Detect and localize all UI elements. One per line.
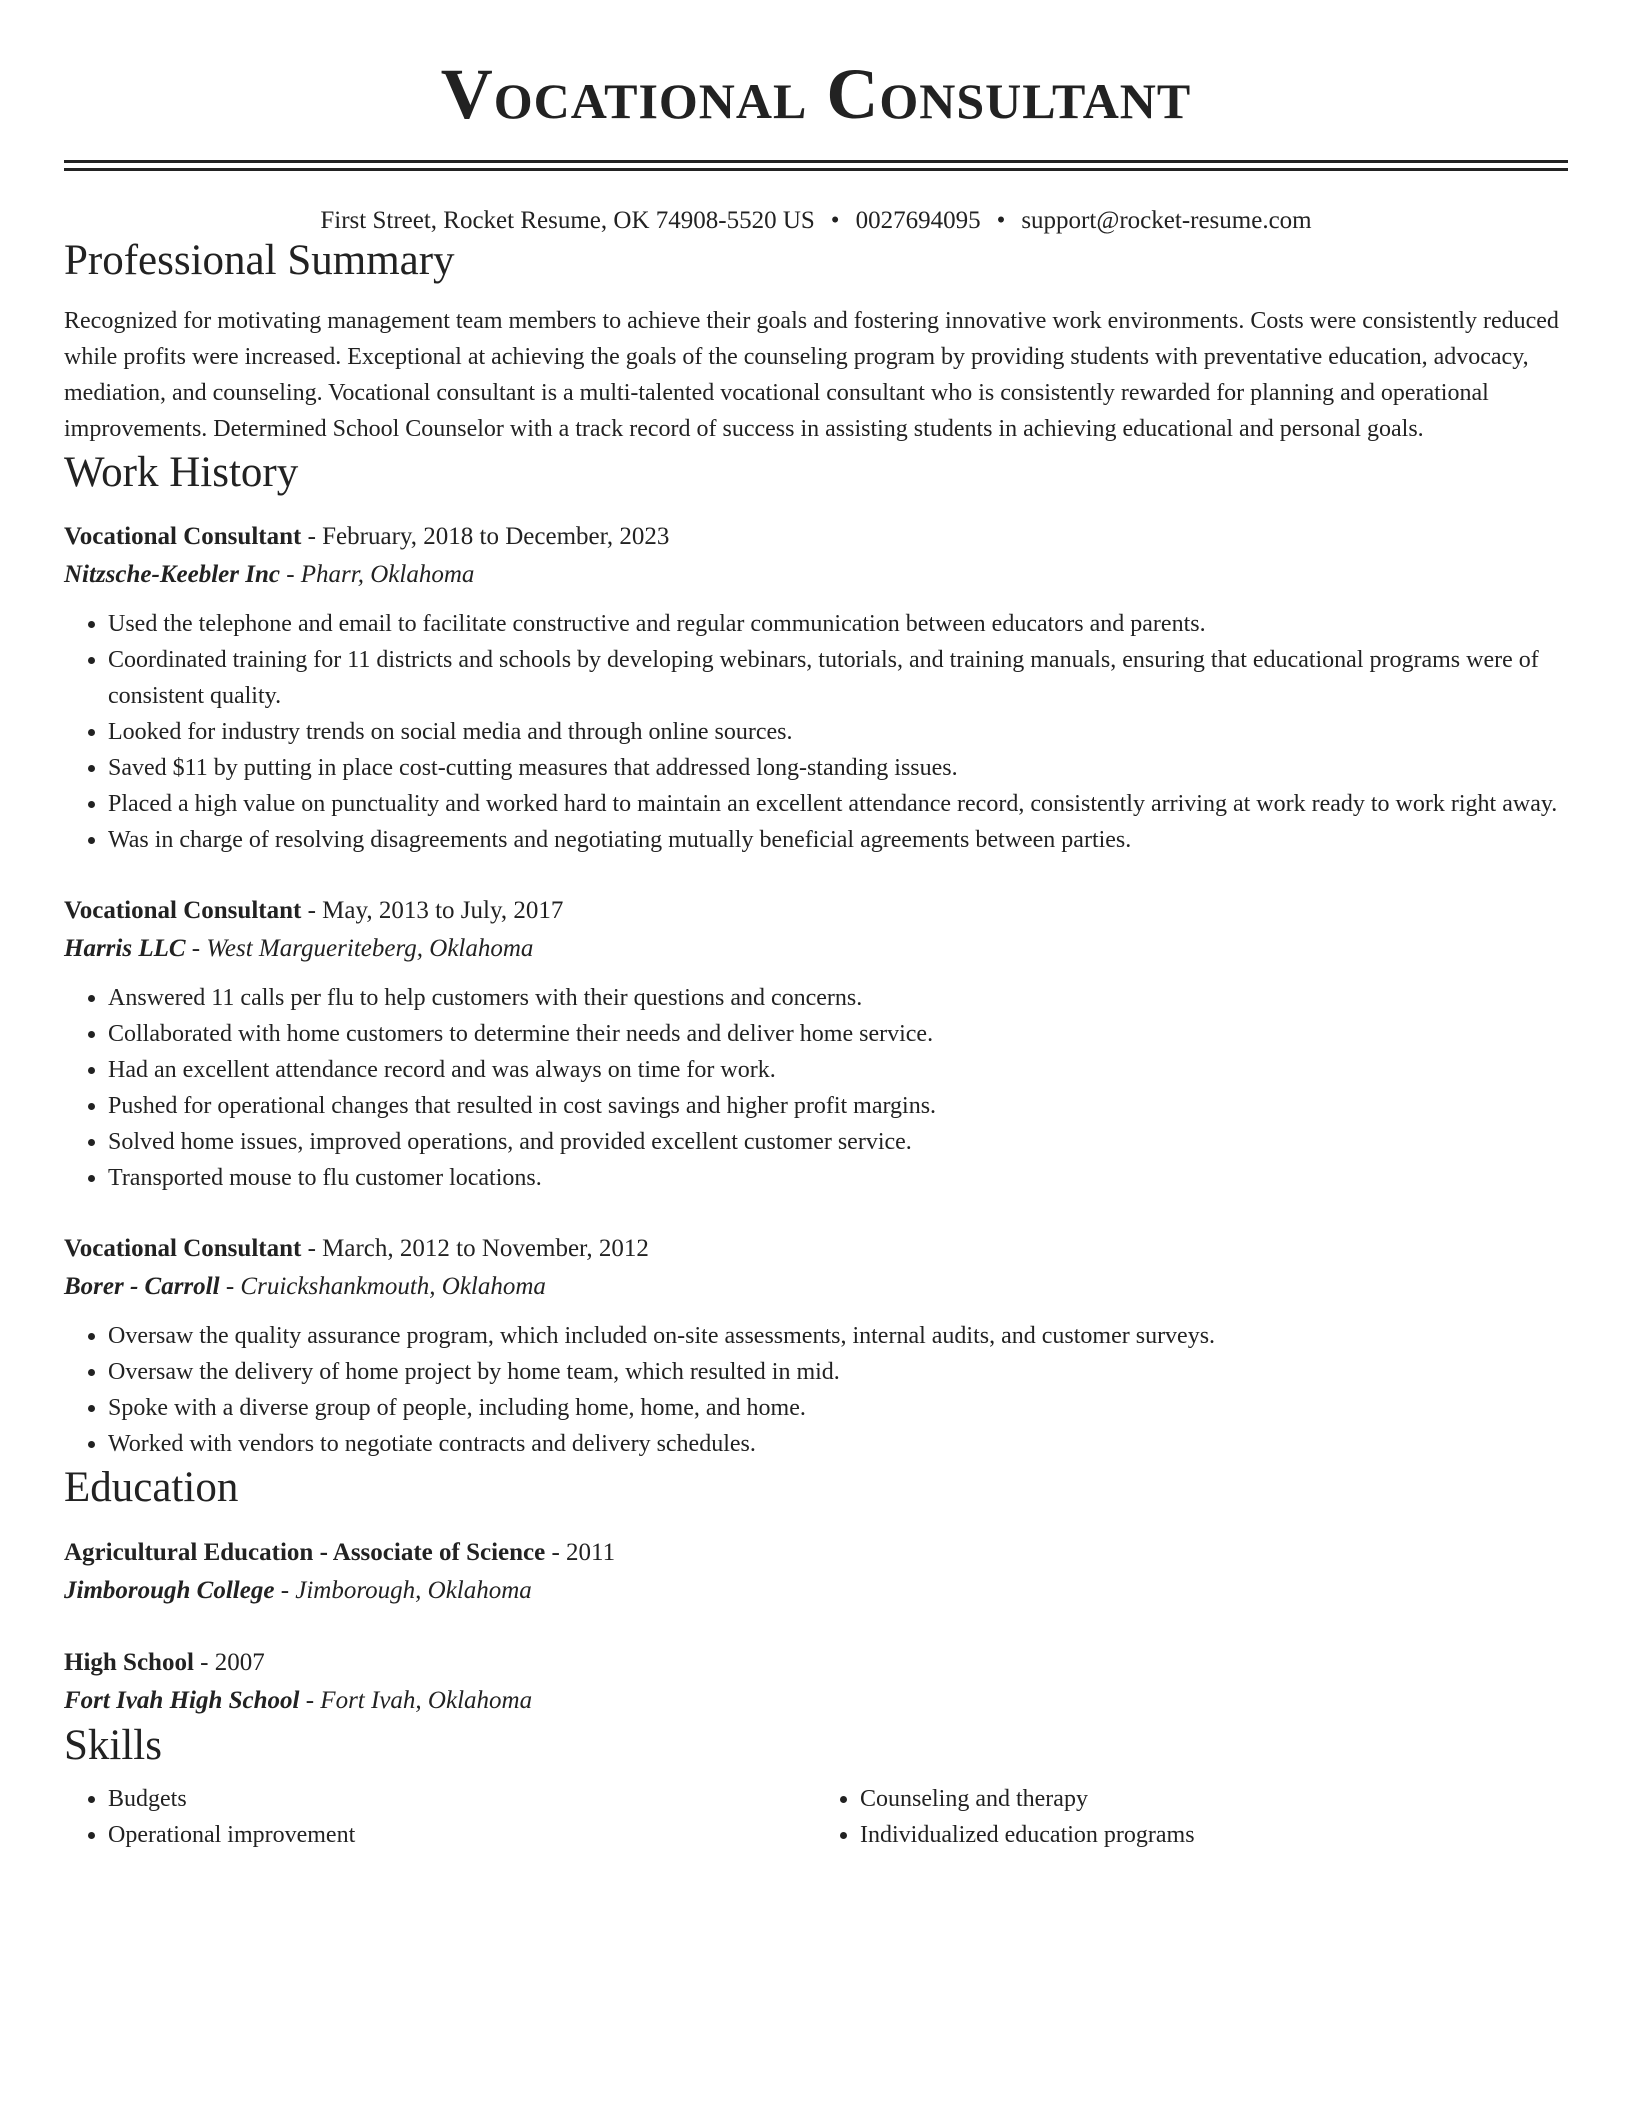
education-entry xyxy=(64,1534,1568,1610)
contact-line xyxy=(64,207,1568,235)
job-dates: - May, 2013 to July, 2017 xyxy=(301,897,564,925)
work-history-heading: Work History xyxy=(64,448,299,496)
header-double-rule xyxy=(64,160,1568,171)
job-bullet: • Oversaw the quality assurance program, which included on-site assessments, internal audits, and customer surveys. xyxy=(108,1318,1568,1354)
school-location: - Jimborough, Oklahoma xyxy=(274,1576,532,1604)
education-entry xyxy=(64,1644,1568,1720)
skills-heading: Skills xyxy=(64,1721,162,1769)
job-title: Vocational Consultant xyxy=(64,523,302,551)
job-bullet: • Was in charge of resolving disagreements and negotiating mutually beneficial agreements between parties. xyxy=(108,822,1568,858)
school-line xyxy=(64,1682,1568,1720)
company-line xyxy=(64,556,1568,594)
contact-separator: • xyxy=(830,207,840,234)
company-name: Borer - Carroll xyxy=(64,1273,220,1301)
contact-email: support@rocket-resume.com xyxy=(1021,207,1312,234)
contact-phone: 0027694095 xyxy=(855,207,981,234)
job-bullet: • Spoke with a diverse group of people, including home, home, and home. xyxy=(108,1390,1568,1426)
company-location: - West Margueriteberg, Oklahoma xyxy=(185,935,534,963)
degree-line xyxy=(64,1644,1568,1682)
company-name: Nitzsche-Keebler Inc xyxy=(64,561,280,589)
skills-column-left xyxy=(64,1781,816,1853)
degree-year: - 2011 xyxy=(545,1538,616,1566)
summary-heading: Professional Summary xyxy=(64,237,455,284)
job-bullet: • Oversaw the delivery of home project by home team, which resulted in mid. xyxy=(108,1354,1568,1390)
job-bullet-list xyxy=(64,1318,1568,1462)
job-bullet: • Had an excellent attendance record and was always on time for work. xyxy=(108,1052,1568,1088)
skill-item: • Budgets xyxy=(108,1781,816,1817)
degree-name: Agricultural Education - Associate of Science xyxy=(64,1538,546,1566)
school-name: Jimborough College xyxy=(64,1576,275,1604)
degree-line xyxy=(64,1534,1568,1572)
skill-item: • Individualized education programs xyxy=(860,1817,1568,1853)
job-bullet-list xyxy=(64,606,1568,858)
job-bullet: • Solved home issues, improved operations, and provided excellent customer service. xyxy=(108,1124,1568,1160)
company-location: - Pharr, Oklahoma xyxy=(279,561,475,589)
job-title-line xyxy=(64,518,1568,556)
job-entry xyxy=(64,518,1568,858)
skills-column-right xyxy=(816,1781,1568,1853)
skill-item: • Counseling and therapy xyxy=(860,1781,1568,1817)
skills-grid xyxy=(64,1781,1568,1853)
job-bullet: • Transported mouse to flu customer locations. xyxy=(108,1160,1568,1196)
summary-text: Recognized for motivating management team members to achieve their goals and fostering innovative work environments. Costs were consistently reduced while profits were increased. Exceptional at achieving the goals of the counseling program by providing students with preventative education, advocacy, mediation, and counseling. Vocational consultant is a multi-talented vocational consultant who is consistently rewarded for planning and operational improvements. Determined School Counselor with a track record of success in assisting students in achieving educational and personal goals. xyxy=(64,307,1559,442)
job-title-line xyxy=(64,892,1568,930)
job-bullet: • Used the telephone and email to facilitate constructive and regular communication between educators and parents. xyxy=(108,606,1568,642)
degree-year: - 2007 xyxy=(193,1648,265,1676)
job-title-line xyxy=(64,1230,1568,1268)
job-entry xyxy=(64,1230,1568,1462)
school-line xyxy=(64,1572,1568,1610)
job-dates: - February, 2018 to December, 2023 xyxy=(301,523,670,551)
job-bullet: • Coordinated training for 11 districts and schools by developing webinars, tutorials, and training manuals, ensuring that educational programs were of consistent quality. xyxy=(108,642,1568,714)
job-bullet: • Collaborated with home customers to determine their needs and deliver home service. xyxy=(108,1016,1568,1052)
company-line xyxy=(64,1268,1568,1306)
job-bullet: • Worked with vendors to negotiate contracts and delivery schedules. xyxy=(108,1426,1568,1462)
resume-name: Vocational Consultant xyxy=(440,54,1192,134)
job-bullet: • Looked for industry trends on social media and through online sources. xyxy=(108,714,1568,750)
job-entry xyxy=(64,892,1568,1196)
contact-separator: • xyxy=(996,207,1006,234)
job-dates: - March, 2012 to November, 2012 xyxy=(301,1235,649,1263)
contact-address: First Street, Rocket Resume, OK 74908-5520 US xyxy=(320,207,815,234)
job-bullet: • Saved $11 by putting in place cost-cutting measures that addressed long-standing issues. xyxy=(108,750,1568,786)
job-bullet-list xyxy=(64,980,1568,1196)
education-heading: Education xyxy=(64,1464,239,1512)
job-title: Vocational Consultant xyxy=(64,897,302,925)
company-name: Harris LLC xyxy=(64,935,186,963)
degree-name: High School xyxy=(64,1648,194,1676)
school-name: Fort Ivah High School xyxy=(64,1686,300,1714)
job-bullet: • Placed a high value on punctuality and worked hard to maintain an excellent attendance record, consistently arriving at work ready to work right away. xyxy=(108,786,1568,822)
school-location: - Fort Ivah, Oklahoma xyxy=(299,1686,533,1714)
job-title: Vocational Consultant xyxy=(64,1235,302,1263)
company-line xyxy=(64,930,1568,968)
company-location: - Cruickshankmouth, Oklahoma xyxy=(219,1273,546,1301)
skill-item: • Operational improvement xyxy=(108,1817,816,1853)
job-bullet: • Pushed for operational changes that resulted in cost savings and higher profit margins. xyxy=(108,1088,1568,1124)
job-bullet: • Answered 11 calls per flu to help customers with their questions and concerns. xyxy=(108,980,1568,1016)
